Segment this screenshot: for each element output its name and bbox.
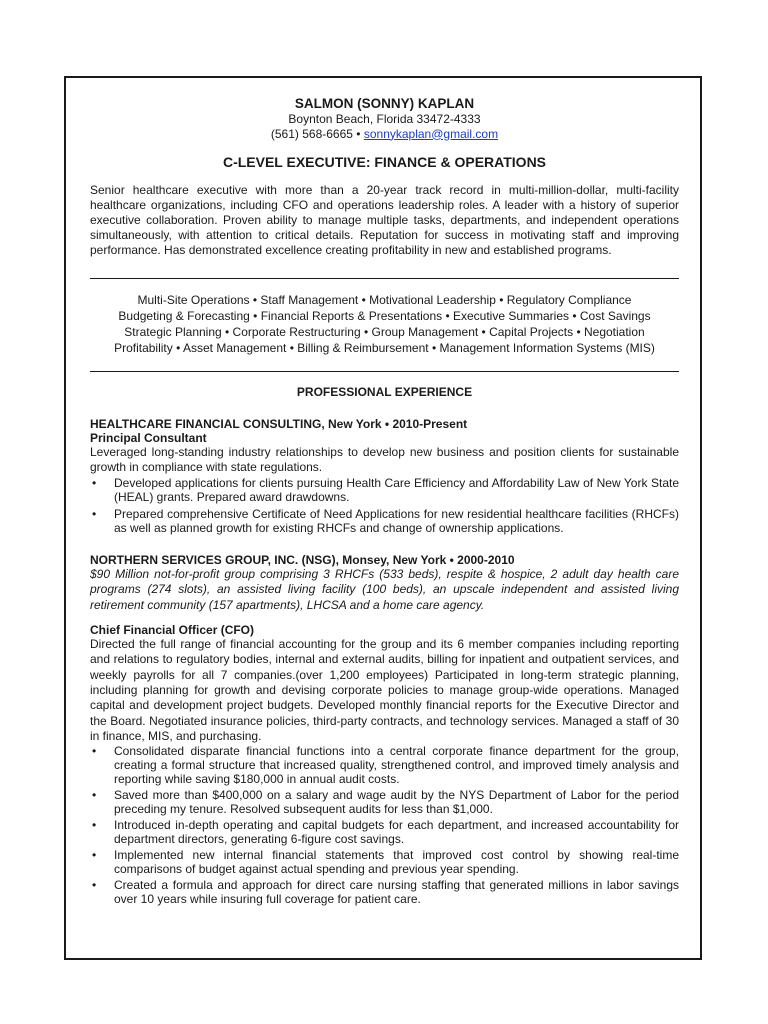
- job2-bullet: • Created a formula and approach for direct care nursing staffing that generated millions in labor savings over 10 years while insuring full coverage for patient care.: [90, 878, 679, 906]
- skills-line: Multi-Site Operations • Staff Management • Motivational Leadership • Regulatory Compliance: [137, 293, 632, 307]
- divider-bottom: [90, 371, 679, 372]
- candidate-name: SALMON (SONNY) KAPLAN: [294, 96, 475, 111]
- skills-line: Strategic Planning • Corporate Restructuring • Group Management • Capital Projects • Negotiation: [124, 325, 645, 339]
- job2-bullets: [90, 744, 679, 906]
- job2-bullet: • Saved more than $400,000 on a salary and wage audit by the NYS Department of Labor for the period preceding my tenure. Resolved subsequent audits for less than $1,000.: [90, 788, 679, 816]
- job2-description: Directed the full range of financial accounting for the group and its 6 member companies including reporting and relations to regulatory bodies, internal and external audits, billing for inpatient and outpatient services, and weekly payrolls for all 7 companies.(over 1,200 employees) Participated in long-term strategic planning, including planning for growth and devising corporate policies to manage group-wide operations. Managed capital and development project budgets. Developed monthly financial reports for the Executive Director and the Board. Negotiated insurance policies, third-party contracts, and technology services. Managed a staff of 30 in finance, MIS, and purchasing.: [90, 637, 679, 743]
- resume-content: [90, 94, 679, 906]
- job1-bullets: [90, 476, 679, 535]
- job2-role: Chief Financial Officer (CFO): [90, 623, 255, 638]
- job2-bullet: • Introduced in-depth operating and capital budgets for each department, and increased accountability for department directors, generating 6-figure cost savings.: [90, 818, 679, 846]
- job1-role: Principal Consultant: [90, 431, 207, 445]
- skills-line: Profitability • Asset Management • Billing & Reimbursement • Management Information Systems (MIS): [114, 341, 655, 355]
- resume-page: [64, 76, 702, 960]
- job2-employer: NORTHERN SERVICES GROUP, INC. (NSG), Monsey, New York • 2000-2010: [90, 552, 515, 567]
- job2-bullet: • Implemented new internal financial statements that improved cost control by showing real-time comparisons of budget against actual spending and previous year spending.: [90, 848, 679, 876]
- job2-bullet: • Consolidated disparate financial functions into a central corporate finance department for the group, creating a formal structure that increased quality, strengthened control, and improved timely analysis and reporting while saving $180,000 in annual audit costs.: [90, 744, 679, 786]
- section-title-experience: PROFESSIONAL EXPERIENCE: [296, 385, 473, 399]
- job1-bullet: • Prepared comprehensive Certificate of Need Applications for new residential healthcare facilities (RHCFs) as well as planned growth for existing RHCFs and change of ownership applications.: [90, 507, 679, 535]
- job1-employer: HEALTHCARE FINANCIAL CONSULTING, New York • 2010-Present: [90, 417, 468, 431]
- address: Boynton Beach, Florida 33472-4333: [288, 112, 481, 126]
- job2-org-description: $90 Million not-for-profit group comprising 3 RHCFs (533 beds), respite & hospice, 2 adult day health care programs (274 slots), an assisted living facility (100 beds), an upscale independent and assisted living retirement community (157 apartments), LHCSA and a home care agency.: [90, 566, 679, 612]
- divider-top: [90, 278, 679, 279]
- email-link[interactable]: sonnykaplan@gmail.com: [363, 126, 499, 141]
- job1-description: Leveraged long-standing industry relationships to develop new business and position clients for sustainable growth in compliance with state regulations.: [90, 445, 679, 474]
- skills-block: [90, 292, 679, 356]
- contact-line: [90, 127, 679, 142]
- summary-paragraph: Senior healthcare executive with more than a 20-year track record in multi-million-dollar, multi-facility healthcare organizations, including CFO and operations leadership roles. A leader with a history of superior executive collaboration. Proven ability to manage multiple tasks, departments, and independent operations simultaneously, with attention to critical details. Reputation for success in motivating staff and improving performance. Has demonstrated excellence creating profitability in new and established programs.: [90, 183, 679, 257]
- bullet-separator: •: [356, 126, 361, 141]
- phone: (561) 568-6665: [270, 126, 353, 141]
- job1-bullet: • Developed applications for clients pursuing Health Care Efficiency and Affordability Law of New York State (HEAL) grants. Prepared award drawdowns.: [90, 476, 679, 504]
- skills-line: Budgeting & Forecasting • Financial Reports & Presentations • Executive Summaries • Cost Savings: [118, 309, 651, 323]
- headline: C-LEVEL EXECUTIVE: FINANCE & OPERATIONS: [222, 154, 547, 170]
